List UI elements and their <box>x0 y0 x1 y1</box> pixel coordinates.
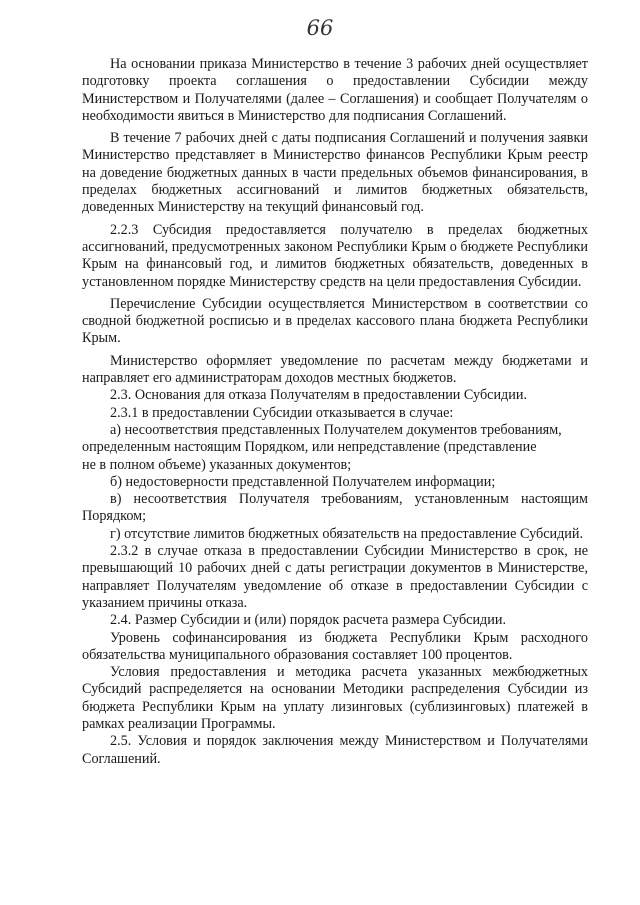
paragraph: Условия предоставления и методика расчета указанных межбюджетных Субсидий распределяется на основании Методики распределения Субсидии из бюджета Республики Крым на уплату лизинговых (сублизинговых) платежей в рамках реализации Программы. <box>82 664 588 732</box>
paragraph: Министерство оформляет уведомление по расчетам между бюджетами и направляет его администраторам доходов местных бюджетов. <box>82 352 588 387</box>
list-item-continuation: не в полном объеме) указанных документов; <box>82 456 352 473</box>
paragraph: В течение 7 рабочих дней с даты подписания Соглашений и получения заявки Министерство представляет в Министерство финансов Республики Крым реестр на доведение бюджетных данных в части предельных объемов финансирования, в пределах бюджетных ассигнований и лимитов бюджетных обязательств, доведенных Министерству на текущий финансовый год. <box>82 130 588 216</box>
paragraph: 2.3.1 в предоставлении Субсидии отказывается в случае: <box>110 404 454 421</box>
paragraph: 2.2.3 Субсидия предоставляется получателю в пределах бюджетных ассигнований, предусмотренных законом Республики Крым о бюджете Республики Крым на финансовый год, и лимитов бюджетных обязательств, доведенных в установленном порядке Министерству средств на цели предоставления Субсидии. <box>82 221 588 290</box>
section-heading: 2.5. Условия и порядок заключения между Министерством и Получателями Соглашений. <box>82 733 588 767</box>
section-heading: 2.4. Размер Субсидии и (или) порядок расчета размера Субсидии. <box>110 612 507 629</box>
section-heading: 2.3. Основания для отказа Получателям в предоставлении Субсидии. <box>110 387 528 404</box>
paragraph: 2.3.2 в случае отказа в предоставлении Субсидии Министерство в срок, не превышающий 10 рабочих дней с даты регистрации документов в Министерстве, направляет Получателям уведомление об отказе в предоставлении Субсидии с указанием причины отказа. <box>82 543 588 611</box>
document-body <box>82 56 588 768</box>
paragraph: Перечисление Субсидии осуществляется Министерством в соответствии со сводной бюджетной росписью и в пределах кассового плана бюджета Республики Крым. <box>82 295 588 347</box>
paragraph: Уровень софинансирования из бюджета Республики Крым расходного обязательства муниципального образования составляет 100 процентов. <box>82 629 588 663</box>
list-item: б) недостоверности представленной Получателем информации; <box>110 473 496 490</box>
page-number: 66 <box>306 16 334 40</box>
list-item: в) несоответствия Получателя требованиям, установленным настоящим Порядком; <box>82 491 588 525</box>
list-item: а) несоответствия представленных Получателем документов требованиям, определенным настоящим Порядком, или непредставление (представление <box>82 421 562 456</box>
paragraph: На основании приказа Министерство в течение 3 рабочих дней осуществляет подготовку проекта соглашения о предоставлении Субсидии между Министерством и Получателями (далее – Соглашения) и сообщает Получателям о необходимости явиться в Министерство для подписания Соглашений. <box>82 56 588 124</box>
list-item: г) отсутствие лимитов бюджетных обязательств на предоставление Субсидий. <box>110 525 584 542</box>
